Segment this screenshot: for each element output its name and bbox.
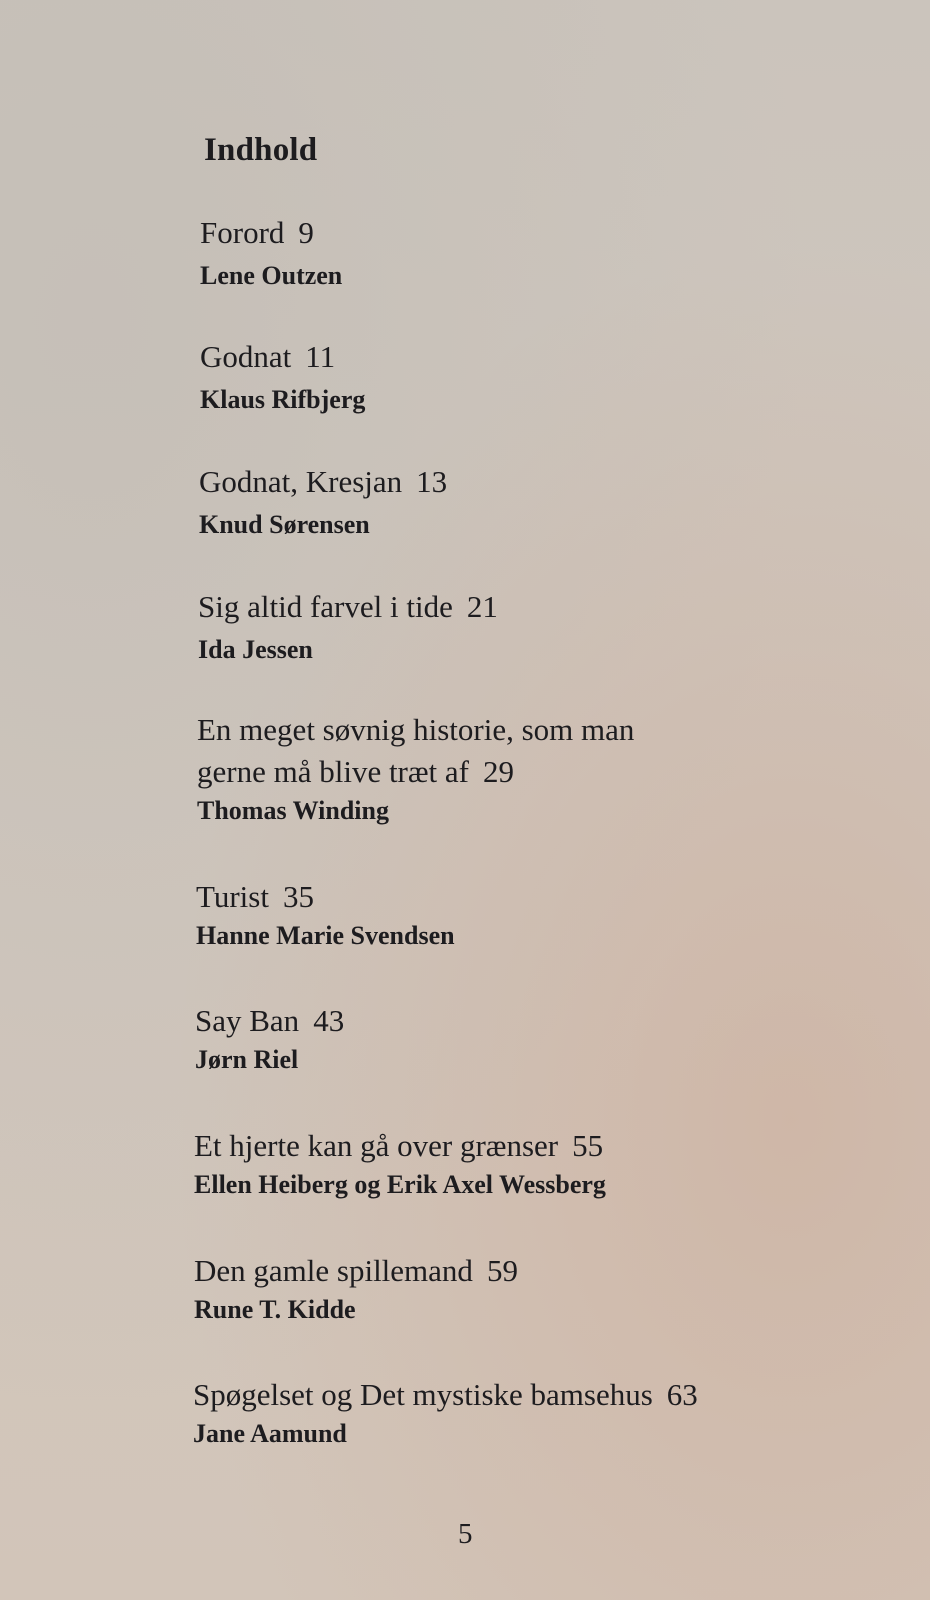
page-number: 5: [458, 1518, 473, 1550]
entry-title: [199, 461, 839, 503]
toc-entry: [196, 876, 836, 954]
entry-title: [194, 1125, 834, 1167]
entry-title: [198, 586, 838, 628]
entry-author: Knud Sørensen: [199, 510, 370, 539]
entry-title-text: Godnat: [200, 339, 292, 374]
entry-title: [197, 751, 837, 793]
entry-title-text: Godnat, Kresjan: [199, 464, 403, 499]
entry-title-text: gerne må blive træt af: [197, 754, 470, 789]
toc-entry: [198, 586, 838, 668]
entry-page-number: 59: [486, 1253, 518, 1288]
toc-entry: [195, 1000, 835, 1078]
entry-author: Thomas Winding: [197, 796, 389, 825]
entry-page-number: 35: [282, 879, 314, 914]
entry-author: Jane Aamund: [193, 1419, 347, 1448]
toc-entry: [200, 212, 840, 294]
entry-title: [200, 212, 840, 254]
toc-entry: [193, 1374, 893, 1452]
entry-author: Ellen Heiberg og Erik Axel Wessberg: [194, 1170, 606, 1199]
toc-entry: [200, 336, 840, 418]
entry-title-text: Et hjerte kan gå over grænser: [194, 1128, 559, 1163]
entry-page-number: 9: [298, 215, 314, 250]
entry-author: Ida Jessen: [198, 635, 313, 664]
entry-page-number: 29: [483, 754, 515, 789]
toc-entry: [194, 1250, 834, 1328]
entry-author: Klaus Rifbjerg: [200, 385, 366, 414]
page-title: Indhold: [204, 132, 318, 168]
entry-title-text: Say Ban: [195, 1003, 300, 1038]
entry-author: Jørn Riel: [195, 1045, 299, 1074]
entry-page-number: 11: [305, 339, 336, 374]
toc-entry: [199, 461, 839, 543]
entry-title: [194, 1250, 834, 1292]
entry-title: [193, 1374, 893, 1416]
entry-author: Hanne Marie Svendsen: [196, 921, 455, 950]
entry-title: [200, 336, 840, 378]
toc-entry: [197, 709, 837, 829]
entry-title-line: En meget søvnig historie, som man: [197, 712, 635, 747]
toc-entry: [194, 1125, 834, 1203]
entry-author: Rune T. Kidde: [194, 1295, 356, 1324]
entry-title-text: Den gamle spillemand: [194, 1253, 473, 1288]
entry-page-number: 21: [466, 589, 498, 624]
entry-page-number: 13: [416, 464, 448, 499]
entry-title-text: Spøgelset og Det mystiske bamsehus: [193, 1377, 653, 1412]
entry-page-number: 63: [666, 1377, 698, 1412]
entry-title: [196, 876, 836, 918]
entry-title-text: Sig altid farvel i tide: [198, 589, 453, 624]
entry-author: Lene Outzen: [200, 261, 343, 290]
entry-page-number: 55: [572, 1128, 604, 1163]
entry-page-number: 43: [313, 1003, 345, 1038]
entry-title: [195, 1000, 835, 1042]
entry-title-text: Forord: [200, 215, 285, 250]
entry-title-text: Turist: [196, 879, 269, 914]
